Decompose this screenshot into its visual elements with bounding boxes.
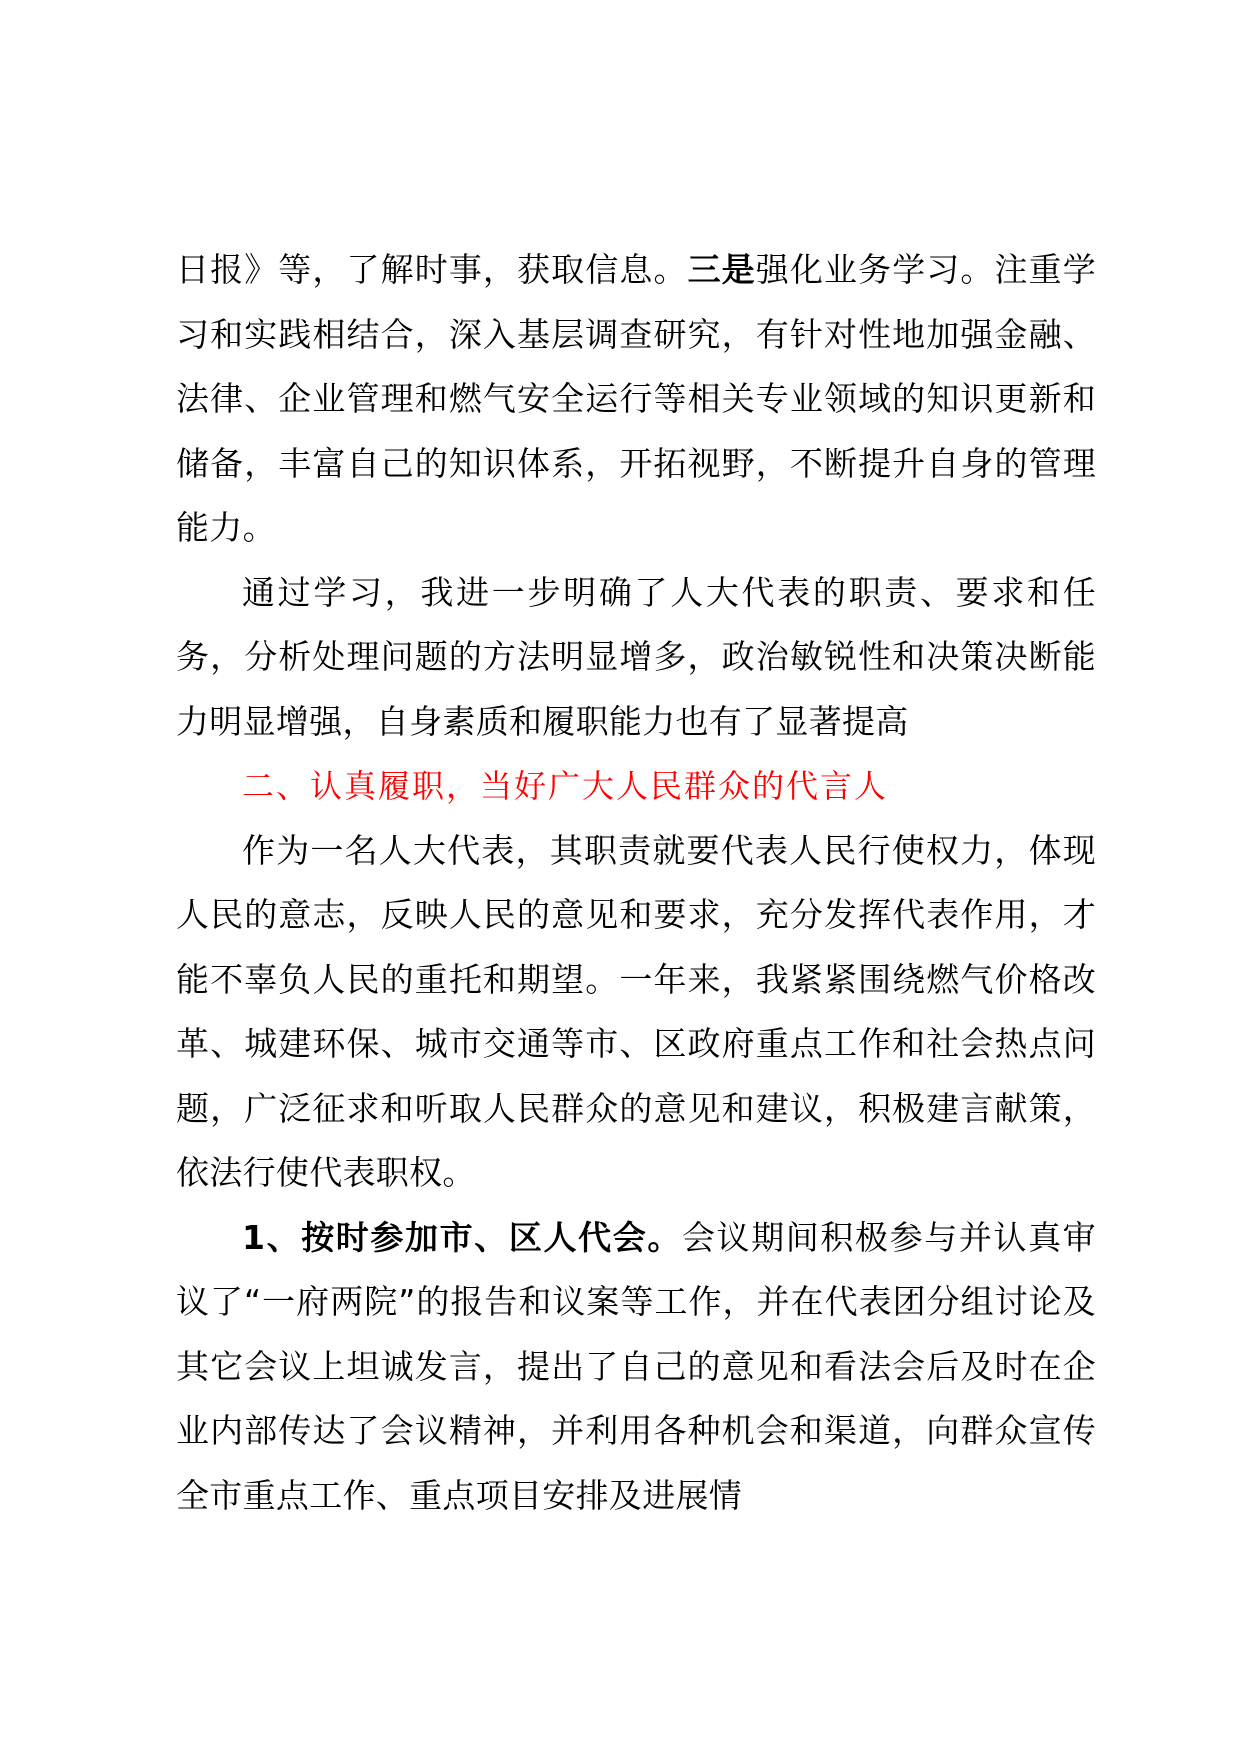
paragraph-duty [176, 819, 1096, 1206]
bold-lead-text: 1、按时参加市、区人代会。 [242, 1217, 682, 1257]
paragraph-text: 作为一名人大代表，其职责就要代表人民行使权力，体现人民的意志，反映人民的意见和要求，充分发挥代表作用，才能不辜负人民的重托和期望。一年来，我紧紧围绕燃气价格改革、城建环保、城市交通等市、区政府重点工作和社会热点问题，广泛征求和听取人民群众的意见和建议，积极建言献策，依法行使代表职权。 [176, 830, 1096, 1192]
paragraph-text: 会议期间积极参与并认真审议了“一府两院”的报告和议案等工作，并在代表团分组讨论及其它会议上坦诚发言，提出了自己的意见和看法会后及时在企业内部传达了会议精神，并利用各种机会和渠道，向群众宣传全市重点工作、重点项目安排及进展情 [176, 1217, 1096, 1515]
paragraph-study-continued [176, 238, 1096, 561]
paragraph-text: 强化业务学习。注重学习和实践相结合，深入基层调查研究，有针对性地加强金融、法律、企业管理和燃气安全运行等相关专业领域的知识更新和储备，丰富自己的知识体系，开拓视野，不断提升自身的管理能力。 [176, 250, 1097, 547]
paragraph-text: 日报》等，了解时事，获取信息。 [176, 250, 688, 289]
bold-lead-text: 三是 [687, 250, 756, 289]
section-heading: 二、认真履职，当好广大人民群众的代言人 [242, 767, 889, 805]
document-body [176, 238, 1096, 1528]
paragraph-meetings [176, 1206, 1096, 1529]
paragraph-study-summary [176, 561, 1096, 755]
paragraph-text: 通过学习，我进一步明确了人大代表的职责、要求和任务，分析处理问题的方法明显增多，政治敏锐性和决策决断能力明显增强，自身素质和履职能力也有了显著提高 [176, 572, 1096, 741]
